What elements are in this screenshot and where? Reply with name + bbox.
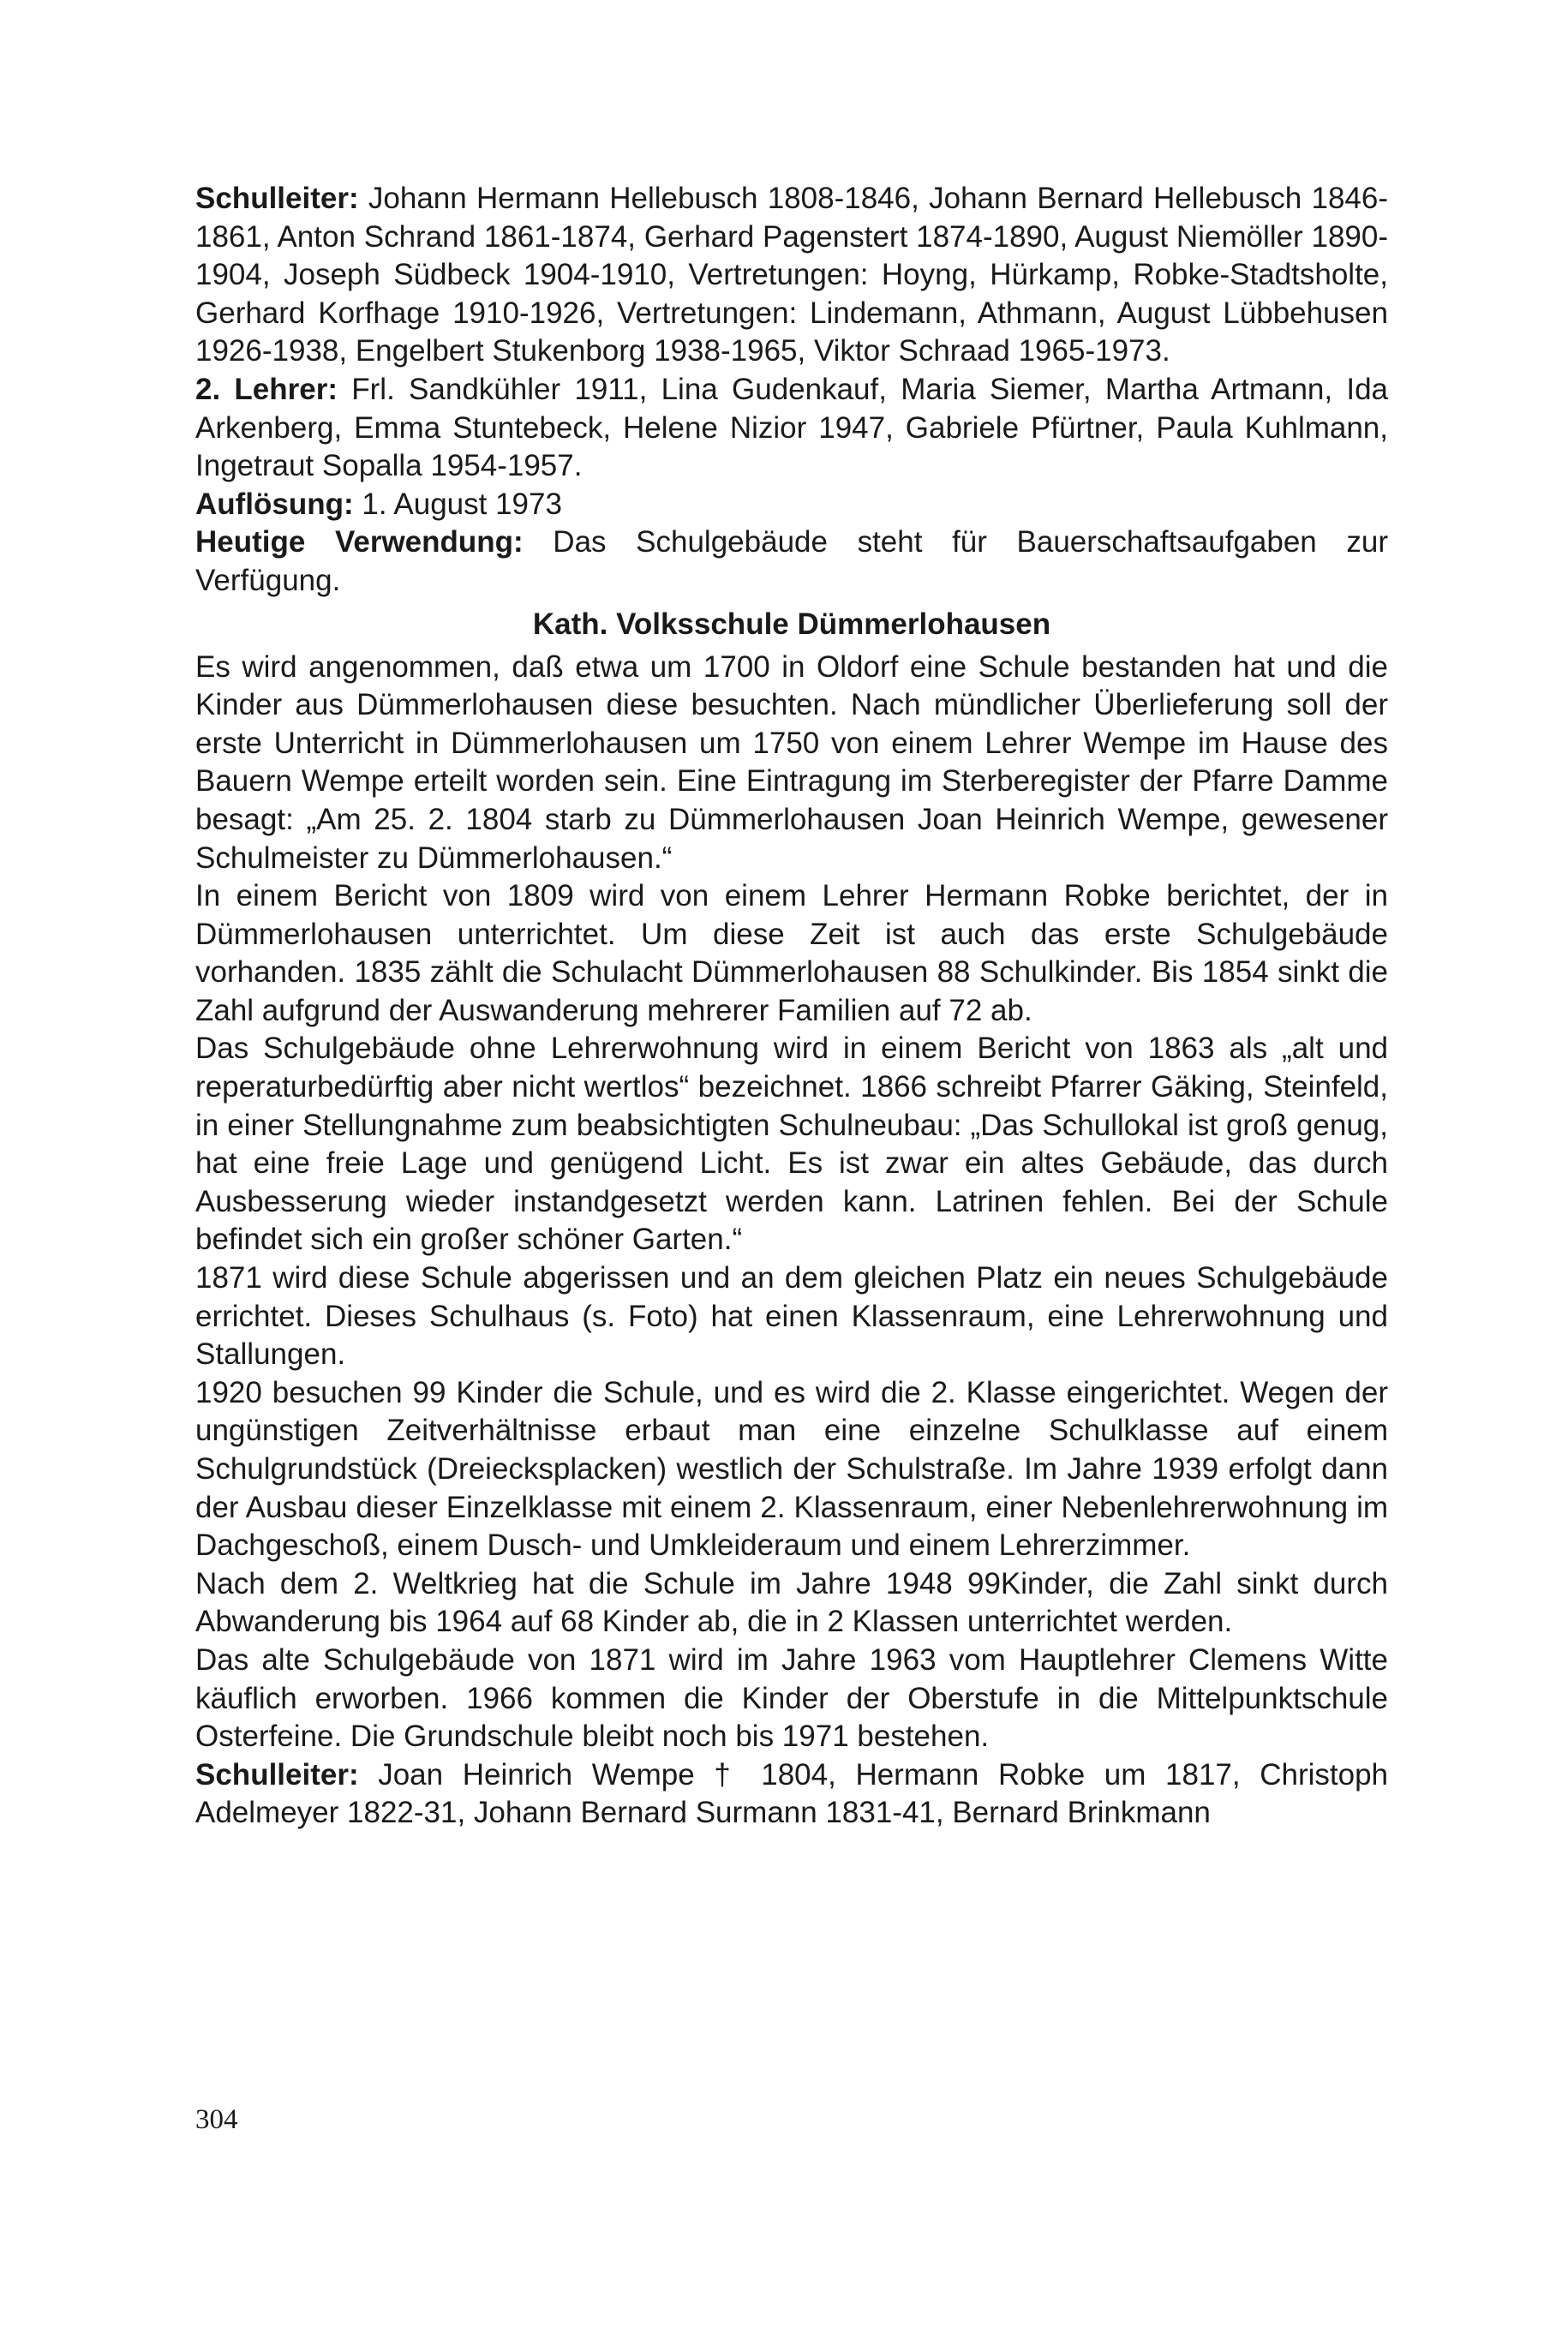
body-paragraph: 1920 besuchen 99 Kinder die Schule, und es wird die 2. Klasse eingerichtet. Wegen der ungünstigen Zeitverhältnisse erbaut man eine einzelne Schulklasse auf einem Schulgrundstück (Dreiecksplacken) westlich der Schulstraße. Im Jahre 1939 erfolgt dann der Ausbau dieser Einzelklasse mit einem 2. Klassenraum, einer Nebenlehrerwohnung im Dachgeschoß, einem Dusch- und Umkleideraum und einem Lehrerzimmer.: [195, 1375, 1388, 1563]
aufloesung-label: Auflösung:: [195, 487, 354, 521]
body-paragraph: Das Schulgebäude ohne Lehrerwohnung wird in einem Bericht von 1863 als „alt und reperaturbedürftig aber nicht wertlos“ bezeichnet. 1866 schreibt Pfarrer Gäking, Steinfeld, in einer Stellungnahme zum beabsichtigten Schulneubau: „Das Schullokal ist groß genug, hat eine freie Lage und genügend Licht. Es ist zwar ein altes Gebäude, das durch Ausbesserung wieder instandgesetzt werden kann. Latrinen fehlen. Bei der Schule befindet sich ein großer schöner Garten.“: [195, 1032, 1388, 1257]
page-number: 304: [195, 2104, 238, 2135]
lehrer-text: Frl. Sandkühler 1911, Lina Gudenkauf, Maria Siemer, Martha Artmann, Ida Arkenberg, Emma Stuntebeck, Helene Nizior 1947, Gabriele Pfürtner, Paula Kuhlmann, Ingetraut Sopalla 1954-1957.: [195, 372, 1389, 483]
verwendung-entry: [195, 523, 1388, 600]
body-paragraph: Das alte Schulgebäude von 1871 wird im Jahre 1963 vom Hauptlehrer Clemens Witte käuflich erworben. 1966 kommen die Kinder der Oberstufe in die Mittelpunktschule Osterfeine. Die Grundschule bleibt noch bis 1971 bestehen.: [195, 1642, 1388, 1754]
schulleiter-label: Schulleiter:: [195, 182, 359, 215]
body-paragraph: In einem Bericht von 1809 wird von einem Lehrer Hermann Robke berichtet, der in Dümmerlohausen unterrichtet. Um diese Zeit ist auch das erste Schulgebäude vorhanden. 1835 zählt die Schulacht Dümmerlohausen 88 Schulkinder. Bis 1854 sinkt die Zahl aufgrund der Auswanderung mehrerer Familien auf 72 ab.: [195, 879, 1388, 1027]
section-heading: Kath. Volksschule Dümmerlohausen: [532, 607, 1051, 641]
lehrer-label: 2. Lehrer:: [195, 372, 338, 406]
verwendung-text: Das Schulgebäude steht für Bauerschaftsaufgaben zur Verfügung.: [195, 525, 1389, 597]
verwendung-label: Heutige Verwendung:: [195, 525, 524, 559]
aufloesung-text: 1. August 1973: [353, 487, 562, 521]
body-paragraph: 1871 wird diese Schule abgerissen und an dem gleichen Platz ein neues Schulgebäude errichtet. Dieses Schulhaus (s. Foto) hat einen Klassenraum, eine Lehrerwohnung und Stallungen.: [195, 1261, 1388, 1372]
schulleiter-bottom-label: Schulleiter:: [195, 1757, 359, 1792]
body-paragraph: Es wird angenommen, daß etwa um 1700 in Oldorf eine Schule bestanden hat und die Kinder aus Dümmerlohausen diese besuchten. Nach mündlicher Überlieferung soll der erste Unterricht in Dümmerlohausen um 1750 von einem Lehrer Wempe im Hause des Bauern Wempe erteilt worden sein. Eine Eintragung im Sterberegister der Pfarre Damme besagt: „Am 25. 2. 1804 starb zu Dümmerlohausen Joan Heinrich Wempe, gewesener Schulmeister zu Dümmerlohausen.“: [195, 649, 1388, 875]
schulleiter-text: Johann Hermann Hellebusch 1808-1846, Johann Bernard Hellebusch 1846-1861, Anton Schrand 1861-1874, Gerhard Pagenstert 1874-1890, August Niemöller 1890-1904, Joseph Südbeck 1904-1910, Vertretungen: Hoyng, Hürkamp, Robke-Stadtsholte, Gerhard Korfhage 1910-1926, Vertretungen: Lindemann, Athmann, August Lübbehusen 1926-1938, Engelbert Stukenborg 1938-1965, Viktor Schraad 1965-1973.: [195, 182, 1388, 368]
schulleiter-bottom-text: Joan Heinrich Wempe † 1804, Hermann Robke um 1817, Christoph Adelmeyer 1822-31, Johann Bernard Surmann 1831-41, Bernard Brinkmann: [195, 1757, 1388, 1830]
text-column: [195, 180, 1388, 1833]
aufloesung-entry: [195, 486, 1388, 524]
body-paragraph: Nach dem 2. Weltkrieg hat die Schule im Jahre 1948 99Kinder, die Zahl sinkt durch Abwanderung bis 1964 auf 68 Kinder ab, die in 2 Klassen unterrichtet werden.: [195, 1566, 1388, 1639]
schulleiter-bottom-entry: [195, 1756, 1388, 1833]
schulleiter-entry: [195, 180, 1388, 371]
lehrer-entry: [195, 371, 1388, 486]
